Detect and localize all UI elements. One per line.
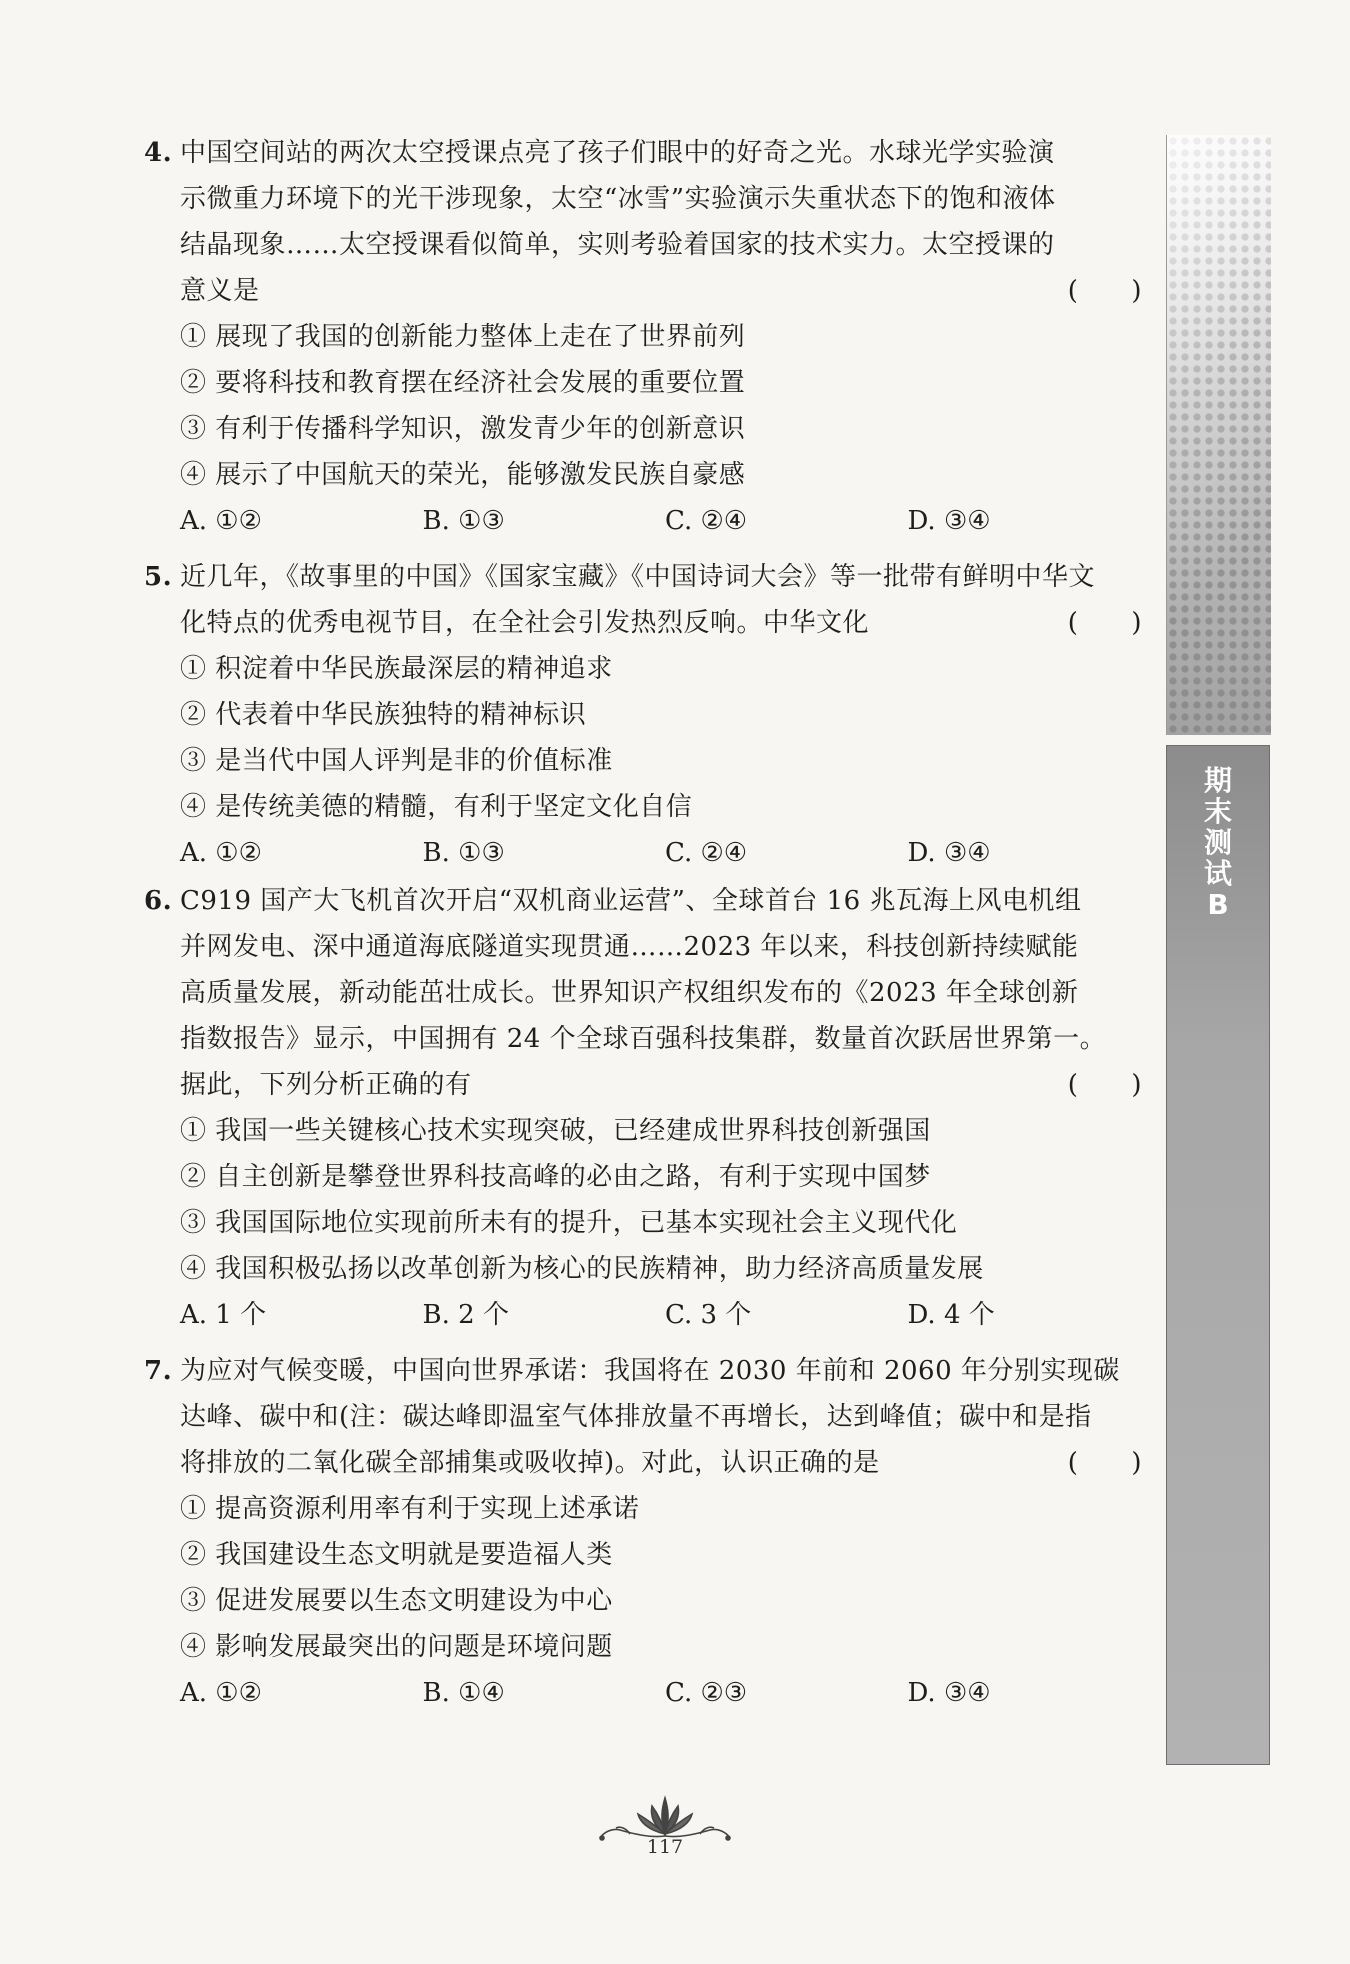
option: ① 积淀着中华民族最深层的精神追求 xyxy=(180,654,613,684)
stem-line: 为应对气候变暖，中国向世界承诺：我国将在 2030 年前和 2060 年分别实现碳 xyxy=(180,1356,1120,1386)
choice-b: B. ①④ xyxy=(422,1678,505,1708)
choice-b: B. 2 个 xyxy=(422,1300,509,1330)
side-tab-label: 期末测试B xyxy=(1203,764,1232,921)
choice-a: A. ①② xyxy=(180,506,262,536)
question-5 xyxy=(144,554,1150,876)
option: ④ 展示了中国航天的荣光，能够激发民族自豪感 xyxy=(180,460,746,490)
answer-bracket: ( ) xyxy=(1067,1448,1142,1478)
question-number: 7. xyxy=(144,1356,173,1386)
option: ③ 促进发展要以生态文明建设为中心 xyxy=(180,1586,613,1616)
choice-b: B. ①③ xyxy=(422,838,505,868)
choice-d: D. 4 个 xyxy=(907,1300,995,1330)
stem-line: 意义是 xyxy=(180,276,260,306)
stem-line: 化特点的优秀电视节目，在全社会引发热烈反响。中华文化 xyxy=(180,608,870,638)
answer-choices xyxy=(180,498,1150,544)
option: ④ 是传统美德的精髓，有利于坚定文化自信 xyxy=(180,792,693,822)
question-6 xyxy=(144,878,1150,1338)
stem-line: 结晶现象……太空授课看似简单，实则考验着国家的技术实力。太空授课的 xyxy=(180,230,1055,260)
stem-line: 达峰、碳中和(注：碳达峰即温室气体排放量不再增长，达到峰值；碳中和是指 xyxy=(180,1402,1092,1432)
answer-choices xyxy=(180,1670,1150,1716)
option: ② 要将科技和教育摆在经济社会发展的重要位置 xyxy=(180,368,746,398)
choice-a: A. ①② xyxy=(180,838,262,868)
choice-d: D. ③④ xyxy=(907,1678,991,1708)
option: ④ 我国积极弘扬以改革创新为核心的民族精神，助力经济高质量发展 xyxy=(180,1254,984,1284)
stem-line: C919 国产大飞机首次开启“双机商业运营”、全球首台 16 兆瓦海上风电机组 xyxy=(180,886,1082,916)
option: ② 我国建设生态文明就是要造福人类 xyxy=(180,1540,613,1570)
option: ① 展现了我国的创新能力整体上走在了世界前列 xyxy=(180,322,746,352)
choice-c: C. ②④ xyxy=(665,838,748,868)
answer-bracket: ( ) xyxy=(1067,608,1142,638)
choice-b: B. ①③ xyxy=(422,506,505,536)
stem-line: 据此，下列分析正确的有 xyxy=(180,1070,472,1100)
option: ① 提高资源利用率有利于实现上述承诺 xyxy=(180,1494,640,1524)
choice-d: D. ③④ xyxy=(907,506,991,536)
option: ④ 影响发展最突出的问题是环境问题 xyxy=(180,1632,613,1662)
question-number: 6. xyxy=(144,886,173,916)
question-7 xyxy=(144,1348,1150,1716)
side-divider xyxy=(1166,735,1270,745)
stem-line: 高质量发展，新动能茁壮成长。世界知识产权组织发布的《2023 年全球创新 xyxy=(180,978,1079,1008)
choice-a: A. ①② xyxy=(180,1678,262,1708)
stem-line: 指数报告》显示，中国拥有 24 个全球百强科技集群，数量首次跃居世界第一。 xyxy=(180,1024,1107,1054)
question-number: 4. xyxy=(144,138,173,168)
answer-choices xyxy=(180,1292,1150,1338)
choice-c: C. ②③ xyxy=(665,1678,748,1708)
question-number: 5. xyxy=(144,562,173,592)
stem-line: 近几年，《故事里的中国》《国家宝藏》《中国诗词大会》等一批带有鲜明中华文 xyxy=(180,562,1096,592)
answer-bracket: ( ) xyxy=(1067,276,1142,306)
choice-d: D. ③④ xyxy=(907,838,991,868)
question-4 xyxy=(144,130,1150,544)
choice-c: C. ②④ xyxy=(665,506,748,536)
option: ② 自主创新是攀登世界科技高峰的必由之路，有利于实现中国梦 xyxy=(180,1162,931,1192)
stem-line: 中国空间站的两次太空授课点亮了孩子们眼中的好奇之光。水球光学实验演 xyxy=(180,138,1055,168)
option: ① 我国一些关键核心技术实现突破，已经建成世界科技创新强国 xyxy=(180,1116,931,1146)
choice-a: A. 1 个 xyxy=(180,1300,267,1330)
answer-choices xyxy=(180,830,1150,876)
option: ③ 我国国际地位实现前所未有的提升，已基本实现社会主义现代化 xyxy=(180,1208,958,1238)
stem-line: 示微重力环境下的光干涉现象，太空“冰雪”实验演示失重状态下的饱和液体 xyxy=(180,184,1056,214)
page-number: 117 xyxy=(646,1836,684,1858)
choice-c: C. 3 个 xyxy=(665,1300,752,1330)
answer-bracket: ( ) xyxy=(1067,1070,1142,1100)
stem-line: 并网发电、深中通道海底隧道实现贯通……2023 年以来，科技创新持续赋能 xyxy=(180,932,1079,962)
stem-line: 将排放的二氧化碳全部捕集或吸收掉)。对此，认识正确的是 xyxy=(180,1448,880,1478)
option: ③ 有利于传播科学知识，激发青少年的创新意识 xyxy=(180,414,746,444)
side-pattern-decoration xyxy=(1166,135,1271,735)
option: ② 代表着中华民族独特的精神标识 xyxy=(180,700,587,730)
option: ③ 是当代中国人评判是非的价值标准 xyxy=(180,746,613,776)
